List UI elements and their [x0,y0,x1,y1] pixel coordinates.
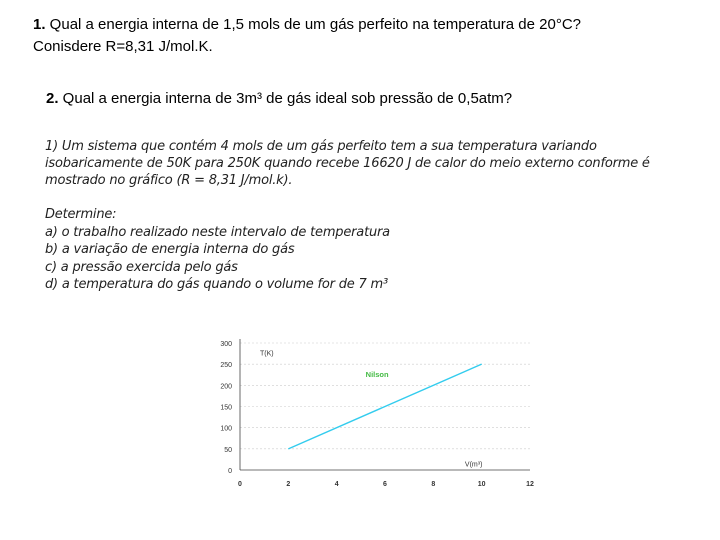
question-2 [46,88,706,110]
x-tick-label: 6 [383,481,387,488]
y-tick-label: 250 [220,362,232,370]
y-tick-label: 300 [220,341,232,348]
question-1-line-1 [33,14,713,36]
y-tick-label: 150 [220,404,232,412]
chart-annotation: Nilson [365,369,389,379]
question-2-number: 2. [46,90,59,107]
y-tick-label: 200 [220,383,232,391]
determine-item-b: b) a variação de energia interna do gás [45,242,295,257]
x-tick-label: 8 [431,481,436,488]
temperature-volume-chart [200,335,545,495]
question-1-number: 1. [33,16,46,33]
question-1-text: Qual a energia interna de 1,5 mols de um gás perfeito na temperatura de 20°C? [45,16,582,33]
x-tick-label: 0 [238,481,242,488]
x-tick-label: 2 [286,481,291,488]
determine-item-a: a) o trabalho realizado neste intervalo de temperatura [45,224,390,240]
x-tick-label: 10 [477,481,486,488]
x-tick-labels [238,481,534,488]
question-2-text: Qual a energia interna de 3m³ de gás ideal sob pressão de 0,5atm? [58,90,513,107]
x-tick-label: 4 [334,481,339,488]
y-tick-label: 0 [228,468,232,475]
y-tick-label: 100 [220,425,232,433]
y-tick-label: 50 [224,446,232,454]
chart-gridlines [240,343,530,449]
y-tick-labels [220,341,232,475]
chart-axes [240,339,530,470]
determine-item-d: d) a temperatura do gás quando o volume for de 7 m³ [45,277,388,292]
question-1 [33,14,713,58]
determine-title: Determine: [45,207,117,222]
y-axis-label: T(K) [260,350,274,358]
question-1-line-2: Conisdere R=8,31 J/mol.K. [33,38,213,55]
x-axis-label: V(m³) [464,461,483,469]
determine-item-c: c) a pressão exercida pelo gás [45,259,238,275]
problem-statement: 1) Um sistema que contém 4 mols de um gás perfeito tem a sua temperatura variando isobaricamente de 50K para 250K quando recebe 16620 J de calor do meio externo conforme é mostrado no gráfico (R = 8,31 J/mol.k). [45,139,650,188]
determine-list [45,206,445,294]
x-tick-label: 12 [526,481,534,488]
